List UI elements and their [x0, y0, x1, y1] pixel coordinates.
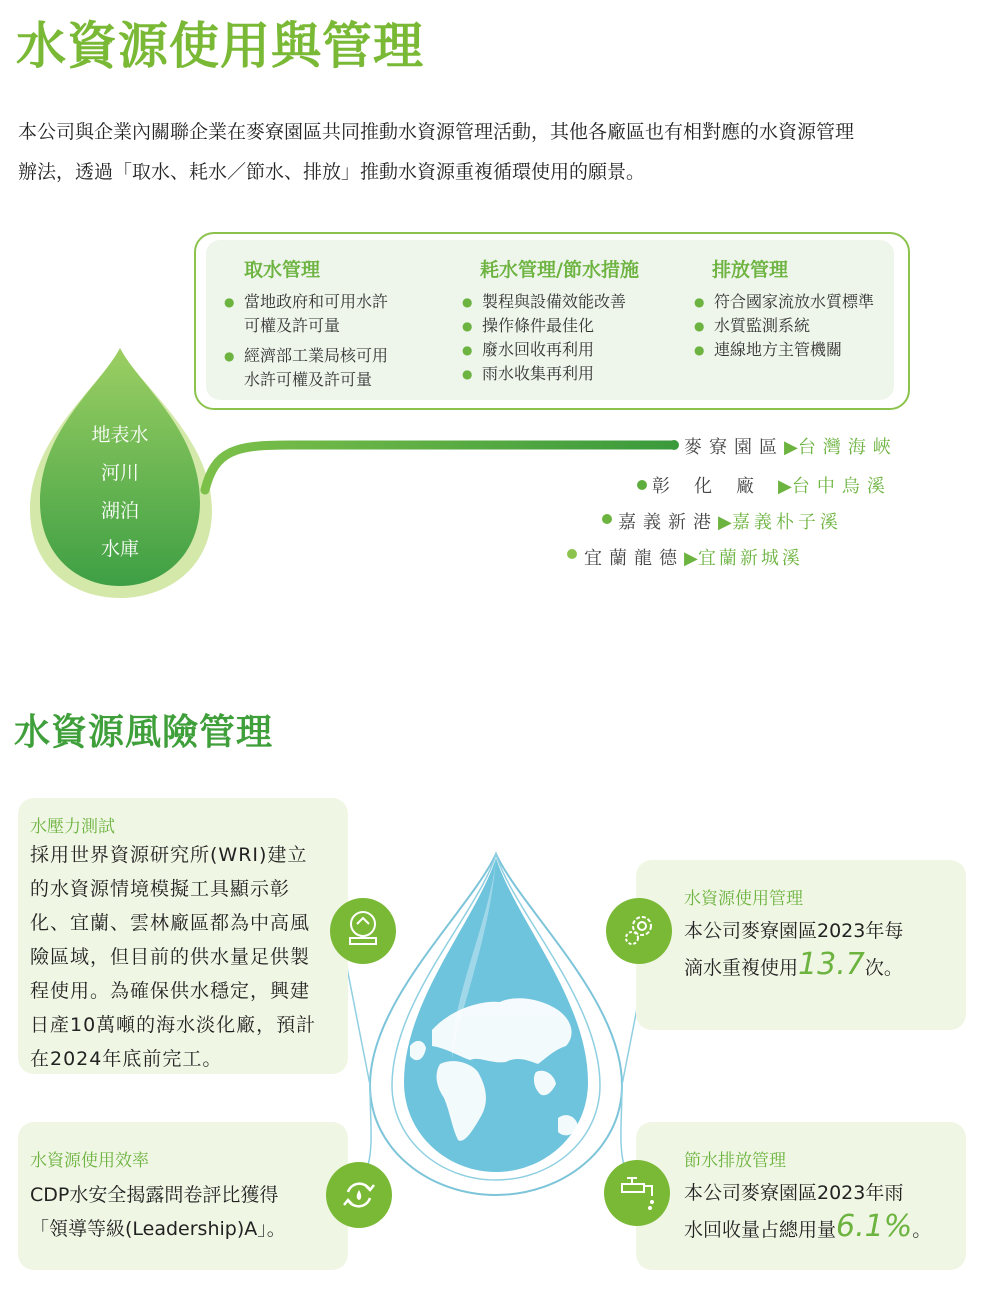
- card-text: 滴水重複使用: [684, 957, 799, 979]
- card-body: [30, 838, 330, 1076]
- source-label: 地表水: [91, 424, 149, 446]
- river-name: 台中烏溪: [791, 476, 892, 497]
- card-title: 水資源使用管理: [684, 889, 803, 909]
- bullet-text: 可權及許可量: [244, 316, 341, 335]
- card-body: [684, 914, 954, 985]
- faucet-icon: [604, 1160, 670, 1226]
- column-title: 排放管理: [712, 259, 789, 281]
- card-line: 程使用。為確保供水穩定，興建: [30, 980, 311, 1002]
- card-line: 在2024年底前完工。: [30, 1048, 223, 1070]
- bullet-text: ● 當地政府和可用水許: [244, 292, 389, 311]
- river-name: 宜蘭新城溪: [697, 548, 803, 569]
- intro-line-2: 辦法，透過「取水、耗水／節水、排放」推動水資源重複循環使用的願景。: [18, 161, 646, 183]
- discharge-management-column: [694, 255, 894, 362]
- site-name: 彰化廠: [652, 476, 778, 497]
- card-line: 本公司麥寮園區2023年雨: [684, 1182, 904, 1204]
- card-line: 本公司麥寮園區2023年每: [684, 920, 904, 942]
- card-line: 「領導等級(Leadership)A」。: [30, 1218, 286, 1240]
- section-title: 水資源風險管理: [14, 712, 274, 753]
- intake-management-column: [224, 255, 424, 392]
- site-row: [584, 544, 803, 570]
- river-name: 嘉義朴子溪: [731, 512, 842, 533]
- intro-line-1: 本公司與企業內關聯企業在麥寮園區共同推動水資源管理活動，其他各廠區也有相對應的水資源管理: [18, 121, 855, 143]
- card-line: 化、宜蘭、雲林廠區都為中高風: [30, 912, 311, 934]
- card-body: [684, 1176, 954, 1247]
- column-title: 耗水管理/節水措施: [480, 259, 639, 281]
- card-line: 採用世界資源研究所(WRI)建立: [30, 844, 308, 866]
- bullet-item: ● 水質監測系統: [694, 314, 894, 338]
- card-text: 。: [912, 1219, 932, 1241]
- site-name: 麥寮園區: [684, 437, 784, 458]
- card-line: CDP水安全揭露問卷評比獲得: [30, 1184, 279, 1206]
- card-text: 次。: [864, 957, 903, 979]
- arrow-right-icon: ▶: [784, 437, 798, 458]
- bullet-item: ● 製程與設備效能改善: [462, 290, 682, 314]
- card-line: 險區域，但目前的供水量足供製: [30, 946, 311, 968]
- bullet-item: ● 廢水回收再利用: [462, 338, 682, 362]
- reuse-count-value: 13.7: [798, 947, 865, 982]
- bullet-item: ● 操作條件最佳化: [462, 314, 682, 338]
- bullet-item: ● 符合國家流放水質標準: [694, 290, 894, 314]
- source-label: 湖泊: [100, 500, 139, 522]
- rainwater-ratio-value: 6.1%: [836, 1209, 913, 1244]
- arrow-right-icon: ▶: [684, 548, 698, 569]
- column-title: 取水管理: [244, 259, 321, 281]
- site-row: [684, 433, 898, 459]
- bullet-text: ● 經濟部工業局核可用: [244, 346, 389, 365]
- arrow-right-icon: ▶: [718, 512, 732, 533]
- card-line: [684, 948, 954, 985]
- site-name: 宜蘭龍德: [584, 548, 684, 569]
- bullet-item: ● 連線地方主管機關: [694, 338, 894, 362]
- site-row: [652, 472, 892, 498]
- page-title: 水資源使用與管理: [16, 17, 424, 75]
- site-name: 嘉義新港: [618, 512, 718, 533]
- card-line: 的水資源情境模擬工具顯示彰: [30, 878, 291, 900]
- card-line: [684, 1210, 954, 1247]
- source-label: 河川: [100, 462, 139, 484]
- consumption-management-column: [462, 255, 682, 386]
- card-line: 日產10萬噸的海水淡化廠，預計: [30, 1014, 317, 1036]
- card-title: 水資源使用效率: [30, 1151, 149, 1171]
- arrow-right-icon: ▶: [778, 476, 792, 497]
- intro-paragraph: [18, 112, 978, 192]
- card-title: 節水排放管理: [684, 1151, 786, 1171]
- bullet-item: [224, 290, 424, 338]
- water-pressure-gauge-icon: [330, 898, 396, 964]
- gear-water-icon: [606, 898, 672, 964]
- river-name: 台灣海峽: [797, 437, 898, 458]
- card-text: 水回收量占總用量: [684, 1219, 837, 1241]
- bullet-text: 水許可權及許可量: [244, 370, 373, 389]
- source-label: 水庫: [100, 538, 139, 560]
- bullet-item: ● 雨水收集再利用: [462, 362, 682, 386]
- site-row: [618, 508, 842, 534]
- recycle-icon: [326, 1162, 392, 1228]
- card-body: [30, 1178, 340, 1246]
- bullet-item: [224, 344, 424, 392]
- card-title: 水壓力測試: [30, 817, 115, 837]
